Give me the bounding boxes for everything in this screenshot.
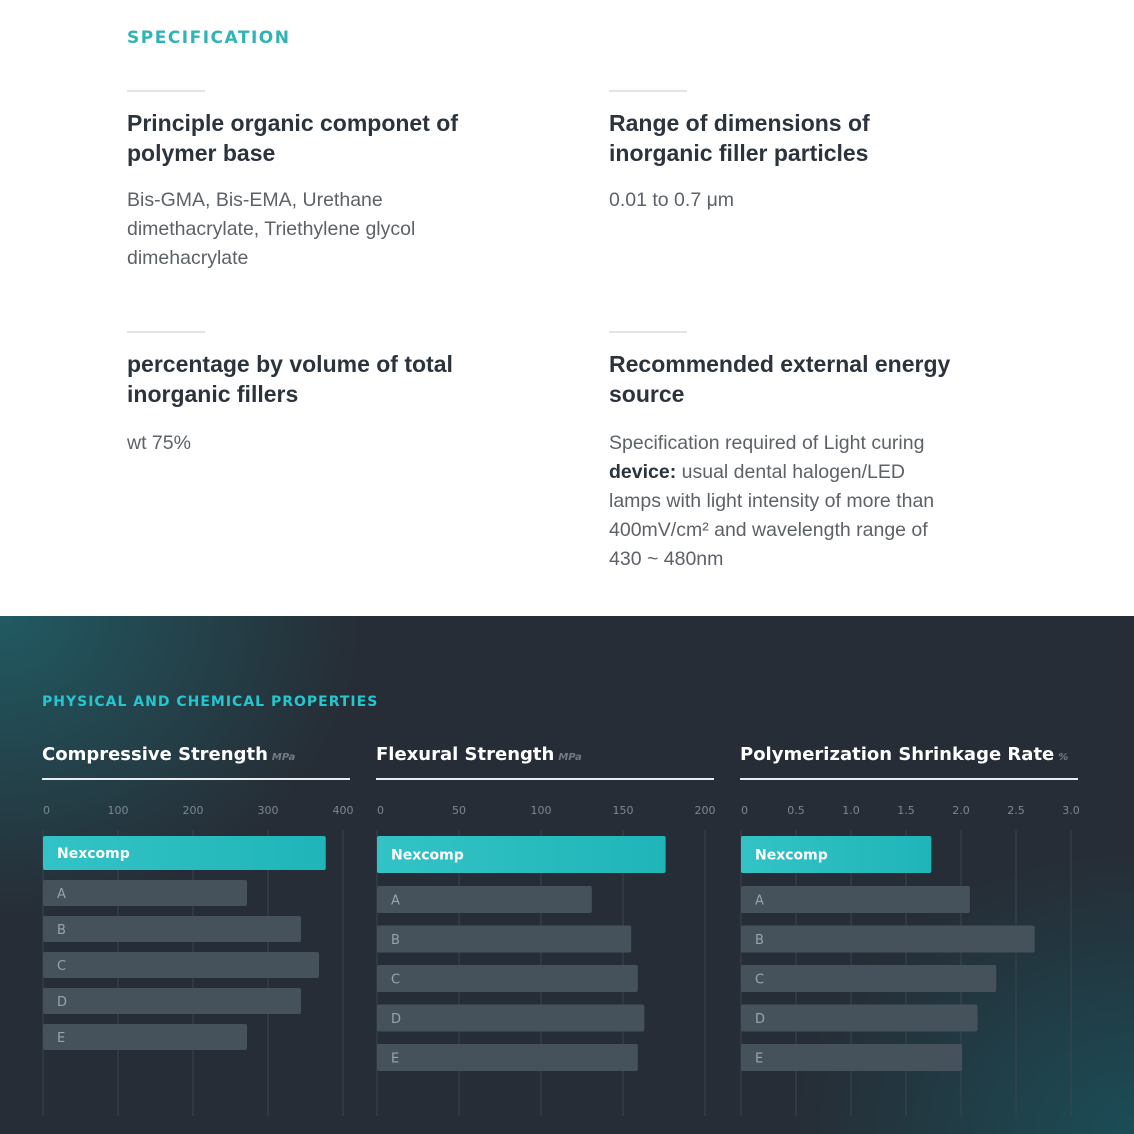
chart-title bbox=[376, 744, 582, 765]
bar-label: A bbox=[391, 893, 400, 909]
tick-label: 300 bbox=[257, 804, 279, 817]
tick-label: 400 bbox=[332, 804, 354, 817]
tick-label: 0 bbox=[741, 804, 748, 817]
bar-label: A bbox=[755, 893, 764, 909]
properties-heading: PHYSICAL AND CHEMICAL PROPERTIES bbox=[42, 694, 379, 710]
tick-label: 150 bbox=[612, 804, 634, 817]
tick-label: 2.0 bbox=[952, 804, 970, 817]
chart-unit: MPa bbox=[271, 752, 296, 763]
bar-a bbox=[377, 886, 592, 913]
tick-label: 100 bbox=[107, 804, 129, 817]
bar-c bbox=[43, 952, 319, 978]
chart-unit: MPa bbox=[558, 752, 582, 763]
properties-section bbox=[0, 616, 1134, 1134]
bar-b bbox=[377, 926, 631, 953]
spec-divider bbox=[127, 90, 205, 92]
spec-divider bbox=[609, 90, 687, 92]
bar-label: C bbox=[391, 972, 401, 988]
bar-label: C bbox=[755, 972, 765, 988]
bar-e bbox=[43, 1024, 247, 1050]
spec-text: Bis-GMA, Bis-EMA, Urethane dimethacrylate, Triethylene glycol dimehacrylate bbox=[127, 189, 416, 269]
bar-label: A bbox=[57, 887, 66, 902]
chart-title bbox=[42, 744, 295, 765]
tick-label: 100 bbox=[530, 804, 552, 817]
bar-d bbox=[43, 988, 301, 1014]
specification-heading: SPECIFICATION bbox=[127, 28, 291, 48]
bar-c bbox=[377, 965, 638, 992]
bar-c bbox=[741, 965, 996, 992]
bar-label: B bbox=[57, 923, 66, 938]
bar-label: Nexcomp bbox=[755, 847, 828, 864]
tick-label: 2.5 bbox=[1007, 804, 1025, 817]
spec-divider bbox=[127, 331, 205, 333]
bar-label: B bbox=[755, 933, 764, 948]
chart-title-text: Polymerization Shrinkage Rate bbox=[740, 744, 1055, 765]
tick-label: 200 bbox=[694, 804, 716, 817]
chart-title bbox=[740, 744, 1068, 765]
spec-text-bold: device: bbox=[609, 461, 677, 483]
bar-label: E bbox=[755, 1051, 764, 1067]
spec-title: Range of dimensions of inorganic filler particles bbox=[609, 110, 870, 166]
bar-e bbox=[741, 1044, 962, 1071]
tick-label: 0.5 bbox=[787, 804, 805, 817]
chart-svg bbox=[376, 780, 714, 1126]
chart-svg bbox=[740, 780, 1078, 1126]
bar-a bbox=[741, 886, 970, 913]
bar-label: D bbox=[755, 1012, 766, 1027]
tick-label: 50 bbox=[452, 804, 466, 817]
tick-label: 200 bbox=[182, 804, 204, 817]
spec-text bbox=[609, 429, 949, 574]
spec-text: 0.01 to 0.7 μm bbox=[609, 189, 735, 211]
bar-label: Nexcomp bbox=[391, 847, 464, 864]
bar-label: D bbox=[57, 995, 68, 1010]
tick-label: 0 bbox=[43, 804, 50, 817]
bar-label: B bbox=[391, 933, 400, 948]
bar-label: Nexcomp bbox=[57, 846, 130, 862]
spec-text-part: usual dental halogen/LED lamps with light intensity of more than 400mV/cm² and wavelength range of 430 ~ 480nm bbox=[609, 461, 935, 570]
bar-d bbox=[377, 1005, 644, 1032]
chart-title-text: Flexural Strength bbox=[376, 744, 555, 765]
bar-a bbox=[43, 880, 247, 906]
tick-label: 0 bbox=[377, 804, 384, 817]
tick-label: 1.0 bbox=[842, 804, 860, 817]
spec-title: Recommended external energy source bbox=[609, 351, 951, 407]
spec-title: percentage by volume of total inorganic fillers bbox=[127, 351, 453, 407]
bar-label: C bbox=[57, 959, 67, 974]
bar-b bbox=[741, 926, 1035, 953]
chart-unit: % bbox=[1058, 752, 1069, 763]
bar-label: E bbox=[57, 1031, 66, 1046]
spec-divider bbox=[609, 331, 687, 333]
spec-text: wt 75% bbox=[127, 432, 191, 454]
spec-text-part: Specification required of Light curing bbox=[609, 432, 925, 454]
tick-label: 1.5 bbox=[897, 804, 915, 817]
bar-b bbox=[43, 916, 301, 942]
chart-title-text: Compressive Strength bbox=[42, 744, 268, 765]
bar-e bbox=[377, 1044, 638, 1071]
spec-title: Principle organic componet of polymer base bbox=[127, 110, 458, 166]
bar-label: E bbox=[391, 1051, 400, 1067]
chart-svg bbox=[42, 780, 354, 1126]
tick-label: 3.0 bbox=[1062, 804, 1080, 817]
bar-label: D bbox=[391, 1012, 402, 1027]
bar-d bbox=[741, 1005, 978, 1032]
